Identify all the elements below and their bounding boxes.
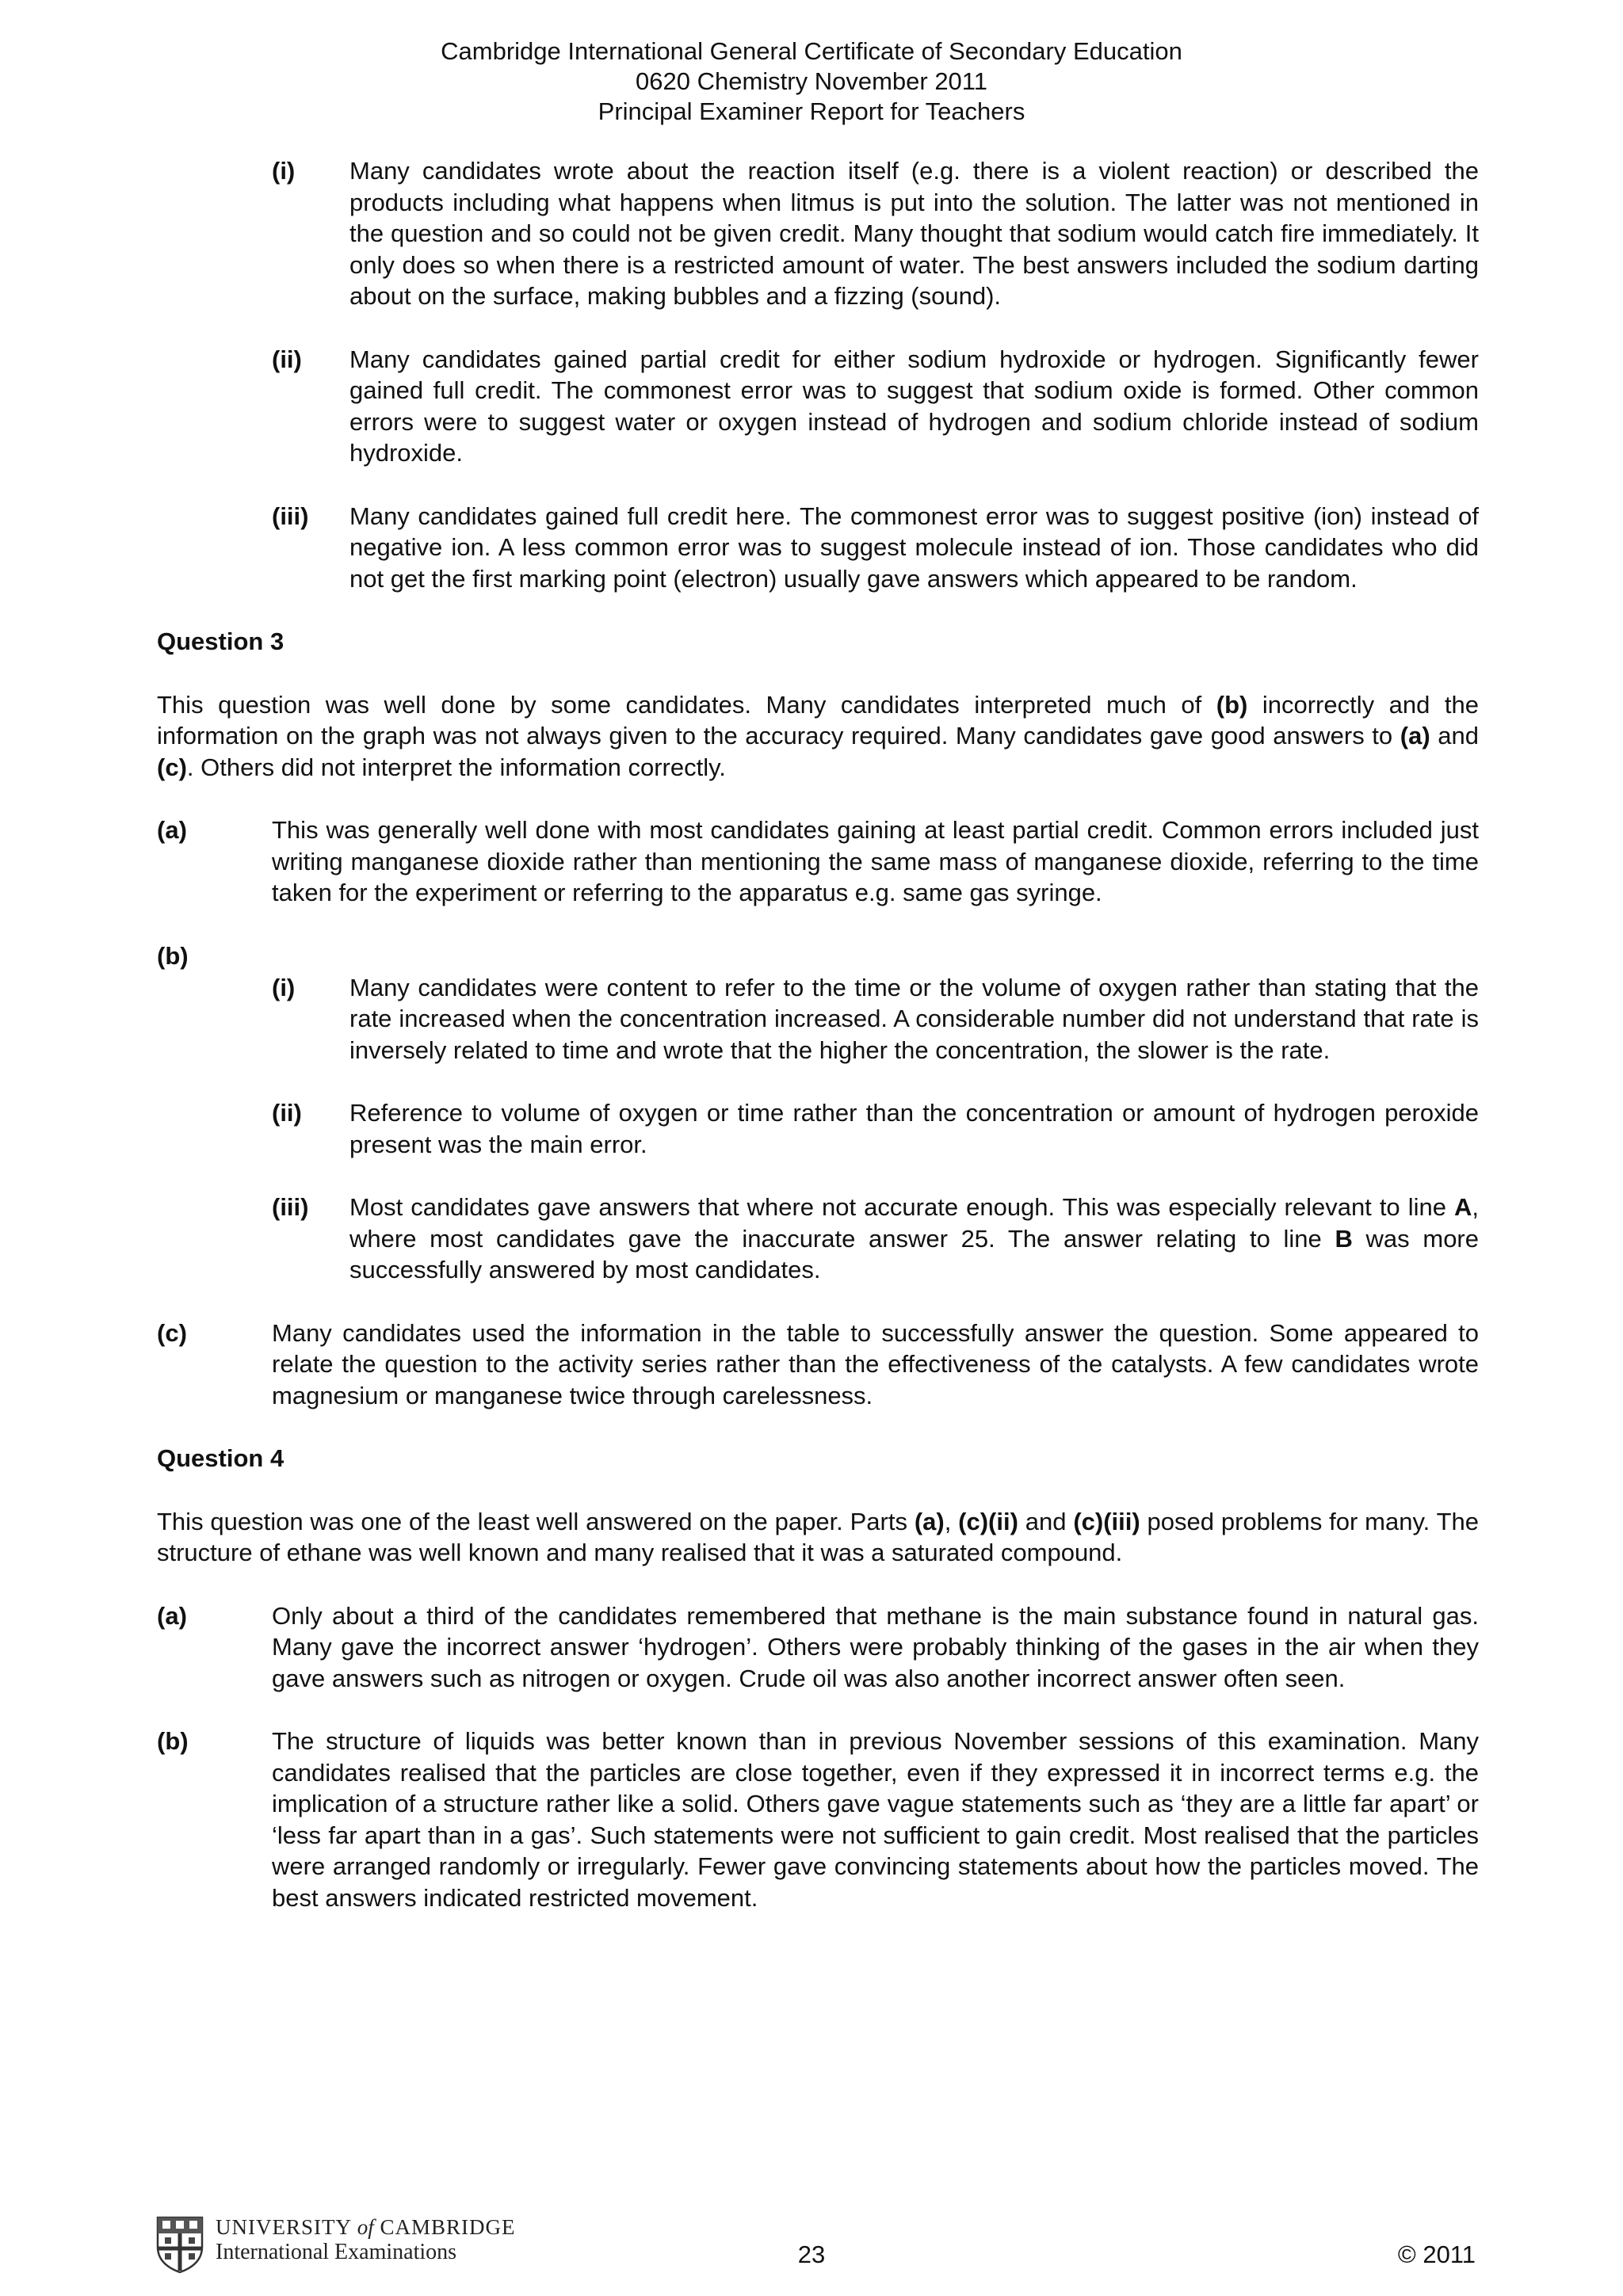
- q3-part-b: [272, 972, 1479, 1286]
- header-line-1: Cambridge International General Certificate of Secondary Education: [441, 37, 1182, 65]
- part-label: (i): [272, 973, 296, 1001]
- q4-part-a: [157, 1600, 1479, 1695]
- q3-part-c: [157, 1318, 1479, 1412]
- q3-part-b-label: (b): [157, 941, 189, 970]
- part-text: The structure of liquids was better known than in previous November sessions of this examination. Many candidates realised that the particles are close together, even if they expressed it in incorrect terms e.g. the implication of a structure rather like a solid. Others gave vague statements such as ‘they are a little far apart’ or ‘less far apart than in a gas’. Such statements were not sufficient to gain credit. Most realised that the particles were arranged randomly or irregularly. Fewer gave convincing statements about how the particles moved. The best answers indicated restricted movement.: [272, 1727, 1479, 1912]
- q3-part-b-iii: [272, 1192, 1479, 1286]
- q2-part-i: [272, 155, 1479, 312]
- part-text: Many candidates wrote about the reaction itself (e.g. there is a violent reaction) or described the products including what happens when litmus is put into the solution. The latter was not mentioned in the question and so could not be given credit. Many thought that sodium would catch fire immediately. It only does so when there is a restricted amount of water. The best answers included the sodium darting about on the surface, making bubbles and a fizzing (sound).: [349, 157, 1479, 310]
- q2-part-iii: [272, 501, 1479, 595]
- page-header: [0, 36, 1623, 127]
- part-text: Many candidates gained full credit here. The commonest error was to suggest positive (ion) instead of negative ion. A less common error was to suggest molecule instead of ion. Those candidates who did not get the first marking point (electron) usually gave answers which appeared to be random.: [349, 502, 1479, 593]
- part-label: (a): [157, 1601, 187, 1630]
- part-text: Only about a third of the candidates remembered that methane is the main substance found in natural gas. Many gave the incorrect answer ‘hydrogen’. Others were probably thinking of the gases in the air when they gave answers such as nitrogen or oxygen. Crude oil was also another incorrect answer often seen.: [272, 1601, 1479, 1692]
- part-text: Many candidates used the information in the table to successfully answer the question. Some appeared to relate the question to the activity series rather than the effectiveness of the catalysts. A few candidates wrote magnesium or manganese twice through carelessness.: [272, 1318, 1479, 1409]
- question-4-heading: Question 4: [157, 1444, 285, 1472]
- q3-part-a: [157, 814, 1479, 909]
- q2-part-ii: [272, 344, 1479, 469]
- page-number: 23: [797, 2241, 826, 2268]
- header-line-2: 0620 Chemistry November 2011: [636, 67, 987, 95]
- question-3-intro: This question was well done by some candidates. Many candidates interpreted much of (b) incorrectly and the information on the graph was not always given to the accuracy required. Many candidates gave good answers to (a) and (c). Others did not interpret the information correctly.: [157, 690, 1479, 781]
- question-4-intro: This question was one of the least well answered on the paper. Parts (a), (c)(ii) and (c)(iii) posed problems for many. The structure of ethane was well known and many realised that it was a saturated compound.: [157, 1507, 1479, 1566]
- logo-wordmark: UNIVERSITY of CAMBRIDGE International Examinations: [216, 2215, 516, 2264]
- page-footer: [0, 2210, 1623, 2274]
- question-3-heading: Question 3: [157, 627, 285, 655]
- header-line-3: Principal Examiner Report for Teachers: [598, 97, 1025, 125]
- part-text: Many candidates were content to refer to the time or the volume of oxygen rather than stating that the rate increased when the concentration increased. A considerable number did not understand that rate is inversely related to time and wrote that the higher the concentration, the slower is the rate.: [349, 973, 1479, 1064]
- q3-part-b-i: [272, 972, 1479, 1066]
- part-label: (iii): [272, 502, 309, 530]
- part-label: (i): [272, 157, 296, 185]
- part-label: (b): [157, 1727, 189, 1755]
- part-text: Many candidates gained partial credit for either sodium hydroxide or hydrogen. Significantly fewer gained full credit. The commonest error was to suggest that sodium oxide is formed. Other common errors were to suggest water or oxygen instead of hydrogen and sodium chloride instead of sodium hydroxide.: [349, 345, 1479, 467]
- q4-part-b: [157, 1726, 1479, 1913]
- part-label: (a): [157, 816, 187, 844]
- part-text: Reference to volume of oxygen or time rather than the concentration or amount of hydrogen peroxide present was the main error.: [349, 1099, 1479, 1158]
- part-text: Most candidates gave answers that where not accurate enough. This was especially relevant to line A, where most candidates gave the inaccurate answer 25. The answer relating to line B was more successfully answered by most candidates.: [349, 1193, 1479, 1283]
- q3-part-b-ii: [272, 1097, 1479, 1160]
- part-label: (c): [157, 1318, 187, 1347]
- part-label: (iii): [272, 1193, 309, 1221]
- part-label: (ii): [272, 345, 302, 373]
- part-label: (ii): [272, 1099, 302, 1127]
- q2-parts: [272, 155, 1479, 594]
- copyright: © 2011: [1397, 2241, 1476, 2268]
- report-body: [157, 155, 1479, 1945]
- part-text: This was generally well done with most candidates gaining at least partial credit. Common errors included just writing manganese dioxide rather than mentioning the same mass of manganese dioxide, referring to the time taken for the experiment or referring to the apparatus e.g. same gas syringe.: [272, 816, 1479, 906]
